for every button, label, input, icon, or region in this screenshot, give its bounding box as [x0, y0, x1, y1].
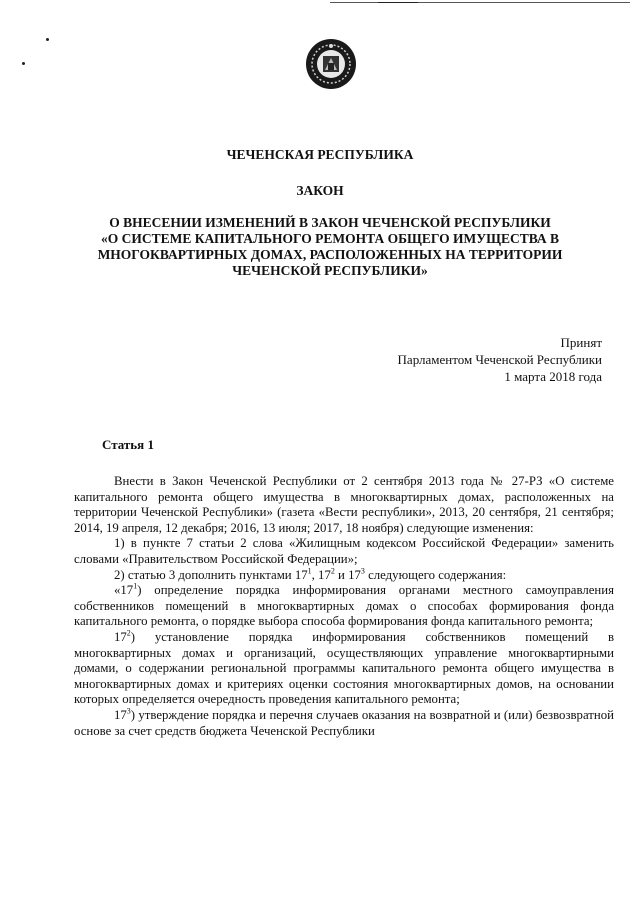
adopted-by: Парламентом Чеченской Республики [397, 352, 602, 367]
amendment-item-1: 1) в пункте 7 статьи 2 слова «Жилищным кодексом Российской Федерации» заменить словами «Правительством Российской Федерации»; [74, 536, 614, 566]
coat-of-arms-emblem [303, 34, 359, 94]
adopted-label: Принят [560, 335, 602, 350]
adoption-date: 1 марта 2018 года [504, 369, 602, 384]
scan-speck [46, 38, 49, 41]
point-17-1: «$17^1$) определение порядка информирования органами местного самоуправления собственников помещений в многоквартирных домах о способах формирования фонда капитального ремонта, о порядке выбора способа формирования фонда капитального ремонта; [74, 581, 614, 629]
law-title-line: «О СИСТЕМЕ КАПИТАЛЬНОГО РЕМОНТА ОБЩЕГО ИМУЩЕСТВА В [100, 231, 559, 246]
document-type-heading: ЗАКОН [296, 183, 344, 198]
intro-paragraph: Внести в Закон Чеченской Республики от 2 сентября 2013 года № 27-РЗ «О системе капитального ремонта общего имущества в многоквартирных домах, расположенных на территории Чеченской Республики» (газета «Вести республики», 2013, 20 сентября, 21 сентября; 2014, 19 апреля, 12 декабря; 2016, 13 июля; 2017, 18 ноября) следующие изменения: [74, 474, 614, 535]
law-title [40, 215, 620, 279]
law-title-line: МНОГОКВАРТИРНЫХ ДОМАХ, РАСПОЛОЖЕННЫХ НА ТЕРРИТОРИИ [97, 247, 563, 262]
law-title-line: О ВНЕСЕНИИ ИЗМЕНЕНИЙ В ЗАКОН ЧЕЧЕНСКОЙ РЕСПУБЛИКИ [109, 215, 551, 230]
republic-heading: ЧЕЧЕНСКАЯ РЕСПУБЛИКА [226, 147, 414, 162]
adoption-block [398, 334, 602, 385]
amendment-item-2: 2) статью 3 дополнить пунктами $17^1$, $17^2$ и $17^3$ следующего содержания: [114, 566, 507, 582]
scan-top-line [330, 2, 630, 3]
law-title-line: ЧЕЧЕНСКОЙ РЕСПУБЛИКИ» [232, 263, 428, 278]
scan-speck [22, 62, 25, 65]
point-17-3: $17^3$) утверждение порядка и перечня случаев оказания на возвратной и (или) безвозвратной основе за счет средств бюджета Чеченской Республики [74, 706, 614, 738]
article-heading: Статья 1 [102, 437, 154, 452]
scan-top-line-mark [378, 2, 418, 3]
point-17-2: $17^2$) установление порядка информирования собственников помещений в многоквартирных домах и организаций, осуществляющих управление многоквартирными домами, о содержании региональной программы капитального ремонта общего имущества в многоквартирных домах и критериях оценки состояния многоквартирных домов, на основании которых определяется очередность проведения капитального ремонта; [74, 628, 614, 707]
article-body [74, 474, 614, 739]
